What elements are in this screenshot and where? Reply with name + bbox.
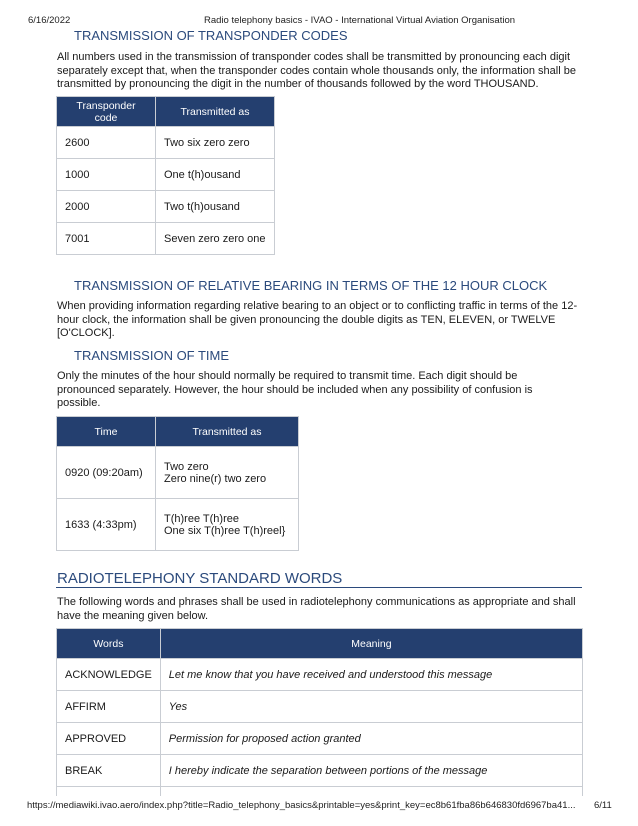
transponder-heading: TRANSMISSION OF TRANSPONDER CODES <box>74 28 348 43</box>
bearing-text: When providing information regarding relative bearing to an object or to conflicting traffic in terms of the 12-hour clock, the information shall be given pronouncing the double digits as TEN, ELEVEN, or TWELVE [O'CLOCK]. <box>57 300 578 339</box>
page-number: 6/11 <box>594 800 612 811</box>
table-row <box>57 223 275 255</box>
table-row <box>57 723 583 755</box>
transmitted-line: T(h)ree T(h)ree <box>164 512 239 525</box>
column-header: Words <box>57 629 161 659</box>
code-cell: 1000 <box>57 159 156 191</box>
column-header: Transponder code <box>57 97 156 127</box>
word-cell: BREAK <box>57 755 161 787</box>
column-header: Transmitted as <box>156 417 299 447</box>
column-header: Transmitted as <box>156 97 275 127</box>
table-row <box>57 691 583 723</box>
table-row <box>57 447 299 499</box>
column-header: Time <box>57 417 156 447</box>
table-row <box>57 755 583 787</box>
time-table <box>56 416 299 551</box>
transmitted-cell <box>156 447 299 499</box>
transmitted-cell: Two six zero zero <box>156 127 275 159</box>
code-cell: 2600 <box>57 127 156 159</box>
standard-words-heading: RADIOTELEPHONY STANDARD WORDS <box>57 570 343 587</box>
time-heading: TRANSMISSION OF TIME <box>74 348 230 363</box>
transmitted-cell: One t(h)ousand <box>156 159 275 191</box>
print-date: 6/16/2022 <box>28 15 71 26</box>
meaning-cell: I hereby indicate the separation between portions of the message <box>160 755 582 787</box>
transmitted-cell: Seven zero zero one <box>156 223 275 255</box>
table-row <box>57 159 275 191</box>
heading-rule <box>56 587 582 588</box>
meaning-cell: Let me know that you have received and understood this message <box>160 659 582 691</box>
table-row <box>57 499 299 551</box>
print-title: Radio telephony basics - IVAO - International Virtual Aviation Organisation <box>204 15 516 26</box>
transmitted-line: Two zero <box>164 460 209 473</box>
transponder-table <box>56 96 275 255</box>
code-cell: 7001 <box>57 223 156 255</box>
table-row <box>57 659 583 691</box>
footer-url[interactable]: https://mediawiki.ivao.aero/index.php?title=Radio_telephony_basics&printable=yes&print_key=ec8b61fba86b646830fd6967ba41... <box>27 800 576 811</box>
word-cell: ACKNOWLEDGE <box>57 659 161 691</box>
transmitted-cell: Two t(h)ousand <box>156 191 275 223</box>
transmitted-line: Zero nine(r) two zero <box>164 472 267 485</box>
meaning-cell: Yes <box>160 691 582 723</box>
time-text: Only the minutes of the hour should normally be required to transmit time. Each digit should be pronounced separately. However, the hour should be included when any possibility of confusion is possible. <box>57 370 533 409</box>
table-row <box>57 127 275 159</box>
word-cell: APPROVED <box>57 723 161 755</box>
standard-words-text: The following words and phrases shall be used in radiotelephony communications as appropriate and shall have the meaning given below. <box>57 596 576 622</box>
transmitted-cell <box>156 499 299 551</box>
transmitted-line: One six T(h)ree T(h)reel} <box>164 524 286 537</box>
table-row <box>57 191 275 223</box>
code-cell: 2000 <box>57 191 156 223</box>
time-cell: 0920 (09:20am) <box>57 447 156 499</box>
standard-words-table <box>56 628 583 807</box>
column-header: Meaning <box>160 629 582 659</box>
word-cell: AFFIRM <box>57 691 161 723</box>
time-cell: 1633 (4:33pm) <box>57 499 156 551</box>
meaning-cell: Permission for proposed action granted <box>160 723 582 755</box>
transponder-text: All numbers used in the transmission of transponder codes shall be transmitted by pronouncing each digit separately except that, when the transponder codes contain whole thousands only, the information shall be transmitted by pronouncing the digit in the number of thousands followed by the word THOUSAND. <box>57 51 576 90</box>
bearing-heading: TRANSMISSION OF RELATIVE BEARING IN TERMS OF THE 12 HOUR CLOCK <box>74 278 548 293</box>
